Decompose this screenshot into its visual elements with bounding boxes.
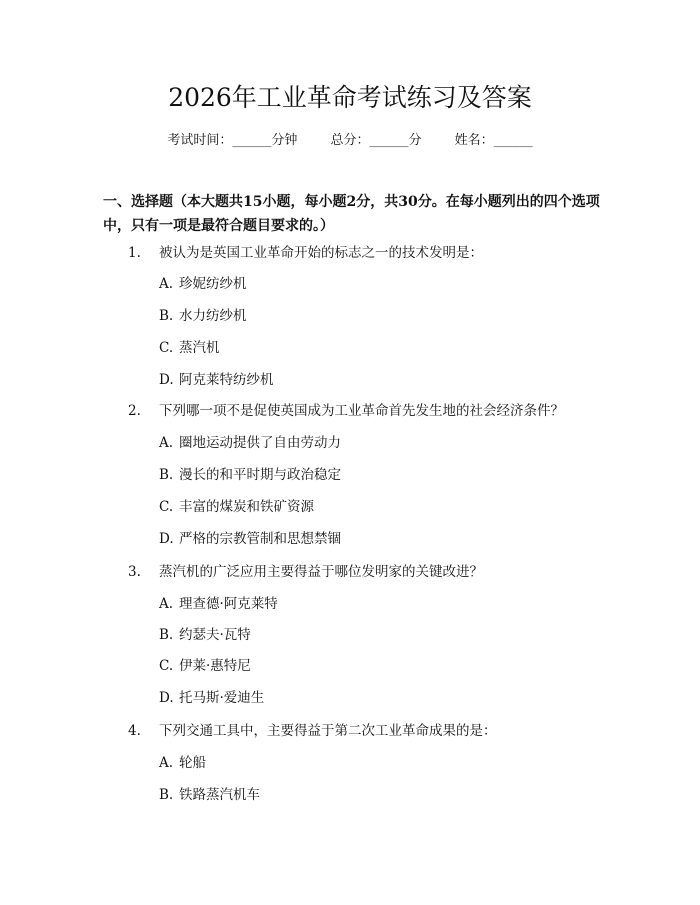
option-text: 托马斯·爱迪生 [179,690,265,706]
option-text: 约瑟夫·瓦特 [179,627,251,643]
exam-time-unit: 分钟 [271,133,298,148]
option-letter: A. [159,276,174,292]
option-item [159,656,251,676]
question-number: 4. [128,723,141,739]
option-letter: B. [159,787,174,803]
option-item [159,465,341,485]
option-text: 铁路蒸汽机车 [179,787,260,803]
option-item [159,625,251,645]
option-text: 严格的宗教管制和思想禁锢 [179,531,341,547]
option-text: 圈地运动提供了自由劳动力 [179,435,341,451]
name-blank: ______ [493,133,533,148]
option-text: 蒸汽机 [179,340,220,356]
option-text: 轮船 [179,755,206,771]
option-item [159,306,247,326]
option-item [159,274,247,294]
option-text: 伊莱·惠特尼 [179,658,251,674]
option-letter: B. [159,467,174,483]
option-text: 丰富的煤炭和铁矿资源 [179,499,314,515]
option-letter: D. [159,372,174,388]
option-letter: B. [159,627,174,643]
total-score-unit: 分 [408,133,422,148]
option-letter: D. [159,690,174,706]
total-score-label: 总分： [330,133,370,148]
option-text: 理查德·阿克莱特 [179,596,278,612]
option-item [159,785,260,805]
option-item [159,594,278,614]
option-text: 珍妮纺纱机 [179,276,247,292]
question-number: 2. [128,403,141,419]
exam-time-label: 考试时间： [167,133,233,148]
option-text: 漫长的和平时期与政治稳定 [179,467,341,483]
question-text: 蒸汽机的广泛应用主要得益于哪位发明家的关键改进？ [159,564,483,580]
option-letter: A. [159,596,174,612]
option-item [159,688,264,708]
option-item [159,338,220,358]
option-letter: C. [159,499,174,515]
option-letter: B. [159,308,174,324]
option-item [159,497,314,517]
question-number: 1. [128,245,141,261]
option-item [159,370,274,390]
option-item [159,529,341,549]
total-score-blank: ______ [369,133,409,148]
option-text: 阿克莱特纺纱机 [179,372,274,388]
option-text: 水力纺纱机 [179,308,247,324]
option-letter: C. [159,340,174,356]
name-label: 姓名： [454,133,494,148]
option-item [159,753,206,773]
option-letter: A. [159,435,174,451]
option-item [159,433,341,453]
option-letter: C. [159,658,174,674]
section-heading: 一、选择题（本大题共15小题，每小题2分，共30分。在每小题列出的四个选项中，只有一项是最符合题目要求的。） [103,194,600,234]
question-number: 3. [128,564,141,580]
question-text: 下列交通工具中，主要得益于第二次工业革命成果的是： [159,723,497,739]
option-letter: D. [159,531,174,547]
question-text: 被认为是英国工业革命开始的标志之一的技术发明是： [159,245,483,261]
page-title: 2026年工业革命考试练习及答案 [168,83,532,112]
exam-info-line [0,131,700,151]
question-text: 下列哪一项不是促使英国成为工业革命首先发生地的社会经济条件？ [159,403,564,419]
option-letter: A. [159,755,174,771]
exam-time-blank: ______ [232,133,272,148]
